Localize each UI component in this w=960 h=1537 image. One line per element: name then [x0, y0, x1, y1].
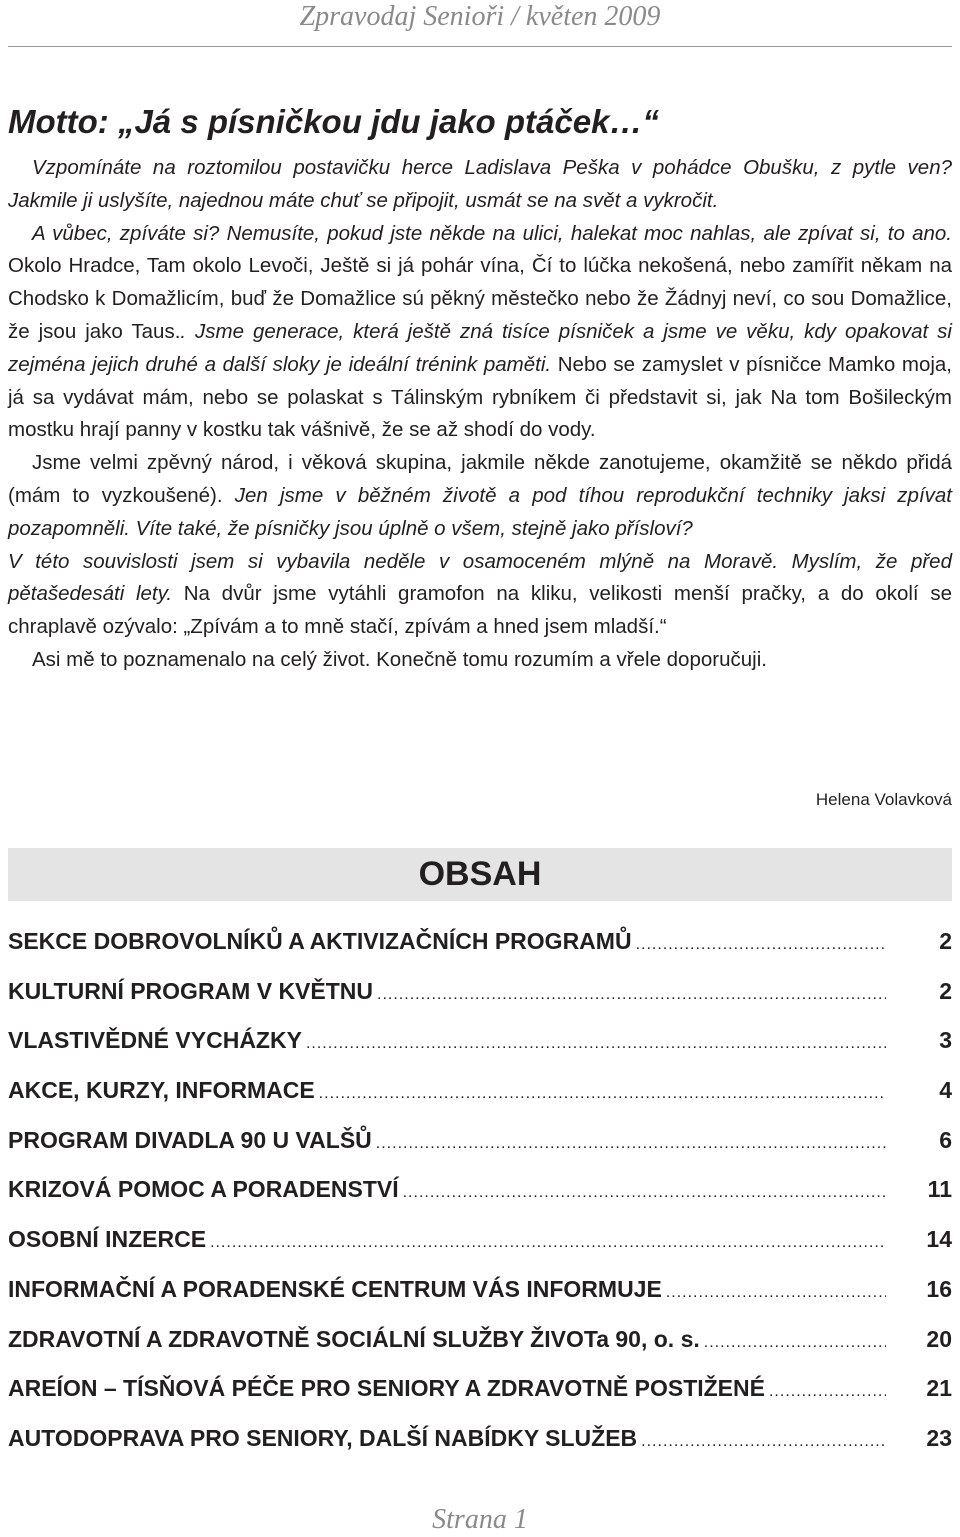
toc-leader-dots [319, 1069, 886, 1119]
paragraph-5 [8, 644, 952, 677]
toc-item-title: KRIZOVÁ POMOC A PORADENSTVÍ [8, 1176, 399, 1203]
toc-item-page: 21 [926, 1375, 952, 1402]
toc-item[interactable] [8, 1414, 952, 1464]
toc-heading: OBSAH [8, 848, 952, 901]
toc-item[interactable] [8, 967, 952, 1017]
toc-item-title: INFORMAČNÍ A PORADENSKÉ CENTRUM VÁS INFORMUJE [8, 1275, 662, 1302]
toc-item-page: 4 [939, 1077, 952, 1104]
toc-item[interactable] [8, 1364, 952, 1414]
toc-leader-dots [210, 1218, 886, 1268]
toc-item[interactable] [8, 1116, 952, 1166]
toc-item-title: AUTODOPRAVA PRO SENIORY, DALŠÍ NABÍDKY SLUŽEB [8, 1424, 638, 1451]
toc-item[interactable] [8, 1016, 952, 1066]
paragraph-3 [8, 447, 952, 545]
author-signature: Helena Volavková [815, 790, 952, 809]
toc-item-page: 6 [939, 1126, 952, 1153]
toc-item-page: 2 [939, 977, 952, 1004]
toc-item-page: 16 [926, 1275, 952, 1302]
paragraph-4 [8, 546, 952, 644]
paragraph-2-normal-b: Nebo se zamyslet v písničce Mamko moja, já sa vydávat mám, nebo se polaskat s Tálinským rybníkem či představit si, jak Na tom Bošileckým mostku hrají panny v kostku tak vášnivě, že se až shodí do vody. [8, 352, 952, 442]
toc-item-title: VLASTIVĚDNÉ VYCHÁZKY [8, 1027, 302, 1054]
toc-item-title: ZDRAVOTNÍ A ZDRAVOTNĚ SOCIÁLNÍ SLUŽBY ŽIVOTa 90, o. s. [8, 1325, 700, 1352]
header-divider [8, 46, 952, 47]
toc-item-page: 11 [927, 1176, 952, 1203]
toc-item-title: KULTURNÍ PROGRAM V KVĚTNU [8, 977, 374, 1004]
toc-item-page: 23 [926, 1424, 952, 1451]
toc-item[interactable] [8, 1165, 952, 1215]
paragraph-4-normal: Na dvůr jsme vytáhli gramofon na kliku, velikosti menší pračky, a do okolí se chraplavě ozývalo: „Zpívám a to mně stačí, zpívám a hned jsem mladší.“ [8, 582, 952, 639]
toc-item[interactable] [8, 1215, 952, 1265]
toc-item-page: 14 [926, 1226, 952, 1253]
page-header: Zpravodaj Senioři / květen 2009 [299, 1, 661, 32]
toc-leader-dots [636, 920, 886, 970]
toc-item-title: SEKCE DOBROVOLNÍKŮ A AKTIVIZAČNÍCH PROGRAMŮ [8, 928, 632, 954]
toc-leader-dots [641, 1417, 886, 1467]
toc-item-page: 2 [939, 928, 952, 954]
toc-item[interactable] [8, 1315, 952, 1365]
toc-leader-dots [403, 1168, 886, 1218]
toc-leader-dots [666, 1268, 886, 1318]
toc-item[interactable] [8, 1066, 952, 1116]
article-body [8, 152, 952, 677]
toc-item-title: OSOBNÍ INZERCE [8, 1226, 207, 1253]
toc-leader-dots [769, 1367, 886, 1417]
toc-leader-dots [376, 1119, 886, 1169]
toc-item-title: AREÍON – TÍSŇOVÁ PÉČE PRO SENIORY A ZDRAVOTNĚ POSTIŽENÉ [8, 1375, 765, 1402]
paragraph-1-text: Vzpomínáte na roztomilou postavičku herce Ladislava Peška v pohádce Obušku, z pytle ven? Jakmile ji uslyšíte, najednou máte chuť se připojit, usmát se na svět a vykročit. [8, 156, 952, 212]
paragraph-3-normal: Jsme velmi zpěvný národ, i věková skupina, jakmile někde zanotujeme, okamžitě se někdo přidá (mám to vyzkoušené). [8, 451, 952, 507]
paragraph-2-italic-b: . Jsme generace, která ještě zná tisíce písniček a jsme ve věku, kdy opakovat si zejména jejich druhé a další sloky je ideální trénink paměti. [8, 319, 952, 376]
paragraph-2-normal-a: Okolo Hradce, Tam okolo Levoči, Ještě si já pohár vína, Čí to lúčka nekošená, nebo zamířit někam na Chodsko k Domažlicím, buď že Domažlice sú pěkný městečko nebo že Žádnyj neví, co sou Domažlice, že jsou jako Taus. [8, 254, 952, 343]
article-heading: Motto: „Já s písničkou jdu jako ptáček…“ [8, 103, 659, 140]
toc-leader-dots [306, 1019, 886, 1069]
paragraph-2-italic-a: A vůbec, zpíváte si? Nemusíte, pokud jste někde na ulici, halekat moc nahlas, ale zpívat si, to ano. [32, 221, 952, 245]
toc-item-title: AKCE, KURZY, INFORMACE [8, 1077, 315, 1104]
table-of-contents [8, 917, 952, 1464]
toc-item-title: PROGRAM DIVADLA 90 U VALŠŮ [8, 1126, 372, 1153]
paragraph-2 [8, 218, 952, 448]
toc-item[interactable] [8, 1265, 952, 1315]
toc-item-page: 3 [939, 1027, 952, 1054]
toc-item[interactable] [8, 917, 952, 967]
toc-leader-dots [704, 1318, 886, 1368]
toc-leader-dots [377, 970, 886, 1020]
paragraph-1 [8, 152, 952, 218]
toc-item-page: 20 [926, 1325, 952, 1352]
page-footer: Strana 1 [432, 1504, 528, 1535]
paragraph-4-italic: V této souvislosti jsem si vybavila neděle v osamoceném mlýně na Moravě. Myslím, že před pětašedesáti lety. [8, 549, 952, 606]
paragraph-5-text: Asi mě to poznamenalo na celý život. Konečně tomu rozumím a vřele doporučuji. [32, 647, 767, 671]
paragraph-3-italic: Jen jsme v běžném životě a pod tíhou reprodukční techniky jaksi zpívat pozapomněli. Víte také, že písničky jsou úplně o všem, stejně jako přísloví? [8, 483, 952, 540]
